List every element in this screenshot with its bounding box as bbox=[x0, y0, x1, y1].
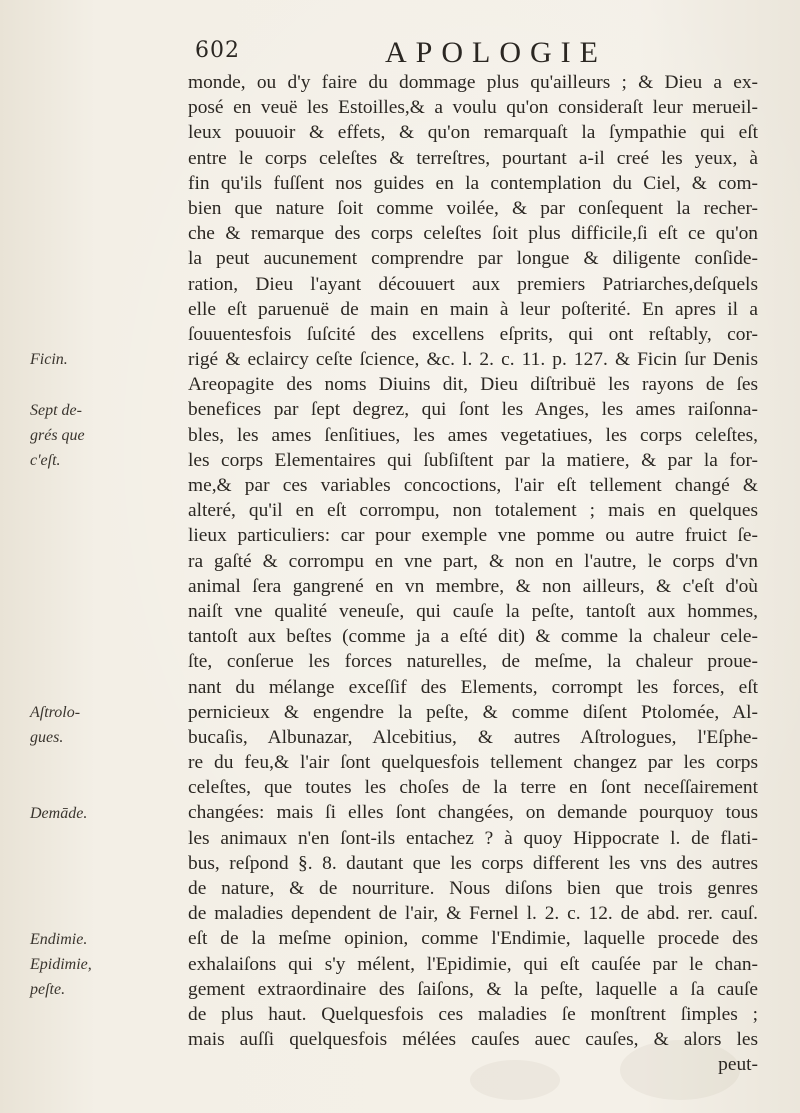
text-line: mais auſſi quelquesfois mélées cauſes auec cauſes, & alors les bbox=[188, 1029, 758, 1051]
text-line: ration, Dieu l'ayant découuert aux premiers Patriarches,deſquels bbox=[188, 273, 758, 295]
text-line: alteré, qu'il en eſt corrompu, non totalement ; mais en quelques bbox=[188, 500, 758, 522]
text-line: de plus haut. Quelquesfois ces maladies ſe monſtrent ſimples ; bbox=[188, 1003, 758, 1025]
text-line: lieux particuliers: car pour exemple vne pomme ou autre fruict ſe- bbox=[188, 525, 758, 547]
margin-note: Demāde. bbox=[30, 804, 88, 822]
text-line: bucaſis, Albunazar, Alcebitius, & autres Aſtrologues, l'Eſphe- bbox=[188, 726, 758, 748]
text-line: re du feu,& l'air ſont quelquesfois tellement changez par les corps bbox=[188, 752, 758, 774]
text-line: la peut aucunement comprendre par longue & diligente conſide- bbox=[188, 248, 758, 270]
text-line: ſte, conſerue les forces naturelles, de meſme, la chaleur proue- bbox=[188, 651, 758, 673]
text-line: pernicieux & engendre la peſte, & comme diſent Ptolomée, Al- bbox=[188, 701, 758, 723]
margin-note: grés que bbox=[30, 426, 85, 444]
page-number: 602 bbox=[195, 38, 240, 63]
margin-note: gues. bbox=[30, 729, 64, 747]
text-line: che & remarque des corps celeſtes ſoit plus difficile,ſi eſt ce qu'on bbox=[188, 223, 758, 245]
margin-note: peſte. bbox=[30, 981, 66, 999]
text-line: les corps Elementaires qui ſubſiſtent par la matiere, & par la for- bbox=[188, 449, 758, 471]
margin-note: Ficin. bbox=[30, 351, 68, 369]
margin-note: c'eſt. bbox=[30, 452, 61, 469]
text-line: bien que nature ſoit comme voilée, & par conſequent la recher- bbox=[188, 197, 758, 219]
running-title: APOLOGIE bbox=[385, 36, 607, 69]
text-line: naiſt vne qualité veneuſe, qui cauſe la peſte, tantoſt aux hommes, bbox=[188, 600, 758, 622]
text-line: benefices par ſept degrez, qui ſont les Anges, les ames raiſonna- bbox=[188, 399, 758, 421]
text-line: bus, reſpond §. 8. dautant que les corps different les vns des autres bbox=[188, 852, 758, 874]
text-line: celeſtes, que toutes les choſes de la terre en ſont neceſſairement bbox=[188, 777, 758, 799]
margin-note: Sept de- bbox=[30, 401, 82, 419]
text-line: Areopagite des noms Diuins dit, Dieu diſtribuë les rayons de ſes bbox=[188, 374, 758, 396]
text-line: tantoſt aux beſtes (comme ja a eſté dit) & comme la chaleur cele- bbox=[188, 626, 758, 648]
margin-note: Aſtrolo- bbox=[30, 704, 81, 721]
text-line: nant du mélange exceſſif des Elements, corrompt les forces, eſt bbox=[188, 676, 758, 698]
text-line: ſouuentesfois ſuſcité des excellens eſprits, qui ont reſtably, cor- bbox=[188, 323, 758, 345]
margin-note: Epidimie, bbox=[30, 956, 92, 973]
text-line: ra gaſté & corrompu en vne part, & non en l'autre, le corps d'vn bbox=[188, 550, 758, 572]
text-line: rigé & eclaircy ceſte ſcience, &c. l. 2. c. 11. p. 127. & Ficin ſur Denis bbox=[188, 349, 758, 371]
margin-note: Endimie. bbox=[30, 930, 88, 948]
text-line: monde, ou d'y faire du dommage plus qu'ailleurs ; & Dieu a ex- bbox=[188, 72, 758, 93]
text-line: de nature, & de nourriture. Nous diſons bien que trois genres bbox=[188, 878, 758, 899]
text-line: me,& par ces variables concoctions, l'air eſt tellement changé & bbox=[188, 475, 758, 496]
text-line: les animaux n'en ſont-ils entachez ? à quoy Hippocrate l. de flati- bbox=[188, 827, 758, 849]
text-line: exhalaiſons qui s'y mélent, l'Epidimie, qui eſt cauſée par le chan- bbox=[188, 953, 758, 975]
text-line: elle eſt paruenuë de main en main à leur poſterité. En apres il a bbox=[188, 298, 758, 320]
text-line: leux pouuoir & effets, & qu'on remarquaſt la ſympathie qui eſt bbox=[188, 122, 758, 144]
text-line: changées: mais ſi elles ſont changées, on demande pourquoy tous bbox=[188, 802, 758, 824]
body-text bbox=[188, 70, 758, 1078]
text-line: fin qu'ils fuſſent nos guides en la contemplation du Ciel, & com- bbox=[188, 172, 758, 194]
text-line: eſt de la meſme opinion, comme l'Endimie, laquelle procede des bbox=[188, 928, 758, 950]
text-line: entre le corps celeſtes & terreſtres, pourtant a-il creé les yeux, à bbox=[188, 147, 758, 169]
text-line: bles, les ames ſenſitiues, les ames vegetatiues, les corps celeſtes, bbox=[188, 424, 758, 446]
text-line: peut- bbox=[718, 1054, 758, 1076]
text-line: posé en veuë les Estoilles,& a voulu qu'on consideraſt leur merueil- bbox=[188, 97, 758, 119]
text-line: gement extraordinaire des ſaiſons, & la peſte, laquelle a ſa cauſe bbox=[188, 978, 758, 1000]
text-line: animal ſera gangrené en vn membre, & non ailleurs, & c'eſt d'où bbox=[188, 575, 758, 597]
text-line: de maladies dependent de l'air, & Fernel l. 2. c. 12. de abd. rer. cauſ. bbox=[188, 903, 758, 925]
